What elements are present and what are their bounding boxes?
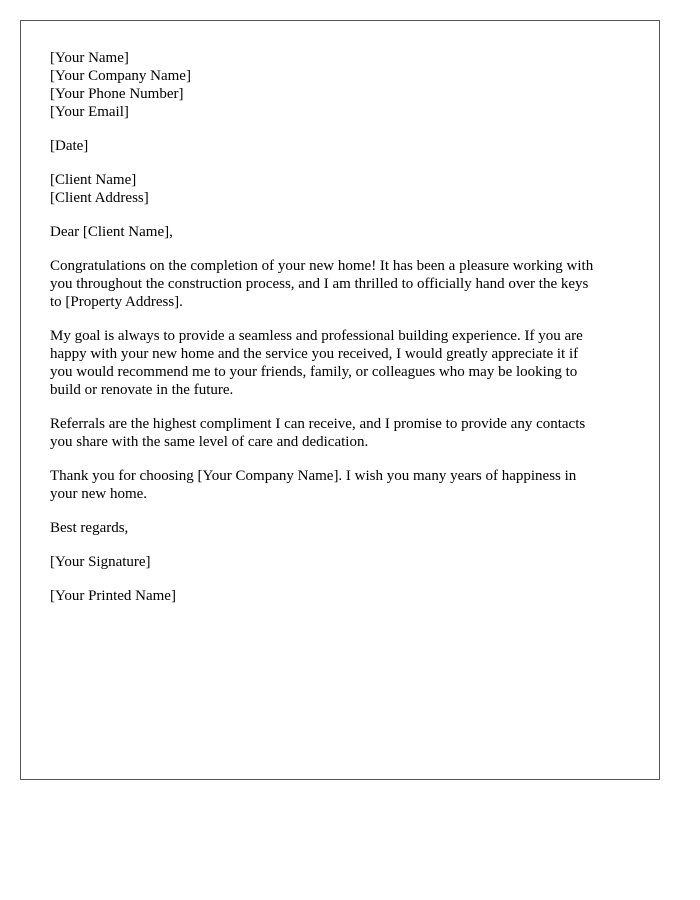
date-block: [50, 137, 635, 155]
paragraph-line: your new home.: [50, 486, 148, 502]
paragraph-line: My goal is always to provide a seamless and professional building experience. If you are: [50, 328, 583, 344]
recipient-block: [50, 171, 635, 207]
salutation: [50, 223, 635, 241]
signature: [50, 553, 635, 571]
paragraph-line: to [Property Address].: [50, 294, 183, 310]
paragraph-goal: [50, 327, 635, 399]
paragraph-line: you throughout the construction process, and I am thrilled to officially hand over the keys: [50, 276, 589, 292]
paragraph-line: happy with your new home and the service you received, I would greatly appreciate it if: [50, 346, 579, 362]
closing-text: Best regards,: [50, 520, 129, 536]
paragraph-line: build or renovate in the future.: [50, 382, 234, 398]
sender-company: [Your Company Name]: [50, 68, 191, 84]
salutation-text: Dear [Client Name],: [50, 224, 173, 240]
paragraph-line: you share with the same level of care and dedication.: [50, 434, 369, 450]
letter-body: [50, 49, 635, 621]
paragraph-line: Thank you for choosing [Your Company Name]. I wish you many years of happiness in: [50, 468, 577, 484]
sender-email: [Your Email]: [50, 104, 129, 120]
recipient-address: [Client Address]: [50, 190, 149, 206]
paragraph-line: you would recommend me to your friends, family, or colleagues who may be looking to: [50, 364, 578, 380]
printed-name-text: [Your Printed Name]: [50, 588, 176, 604]
closing: [50, 519, 635, 537]
paragraph-referrals: [50, 415, 635, 451]
letter-page: [20, 20, 660, 780]
sender-block: [50, 49, 635, 121]
paragraph-congratulations: [50, 257, 635, 311]
sender-name: [Your Name]: [50, 50, 129, 66]
sender-phone: [Your Phone Number]: [50, 86, 184, 102]
signature-text: [Your Signature]: [50, 554, 151, 570]
letter-date: [Date]: [50, 138, 89, 154]
paragraph-line: Congratulations on the completion of your new home! It has been a pleasure working with: [50, 258, 594, 274]
printed-name: [50, 587, 635, 605]
paragraph-thanks: [50, 467, 635, 503]
recipient-name: [Client Name]: [50, 172, 137, 188]
paragraph-line: Referrals are the highest compliment I can receive, and I promise to provide any contacts: [50, 416, 586, 432]
